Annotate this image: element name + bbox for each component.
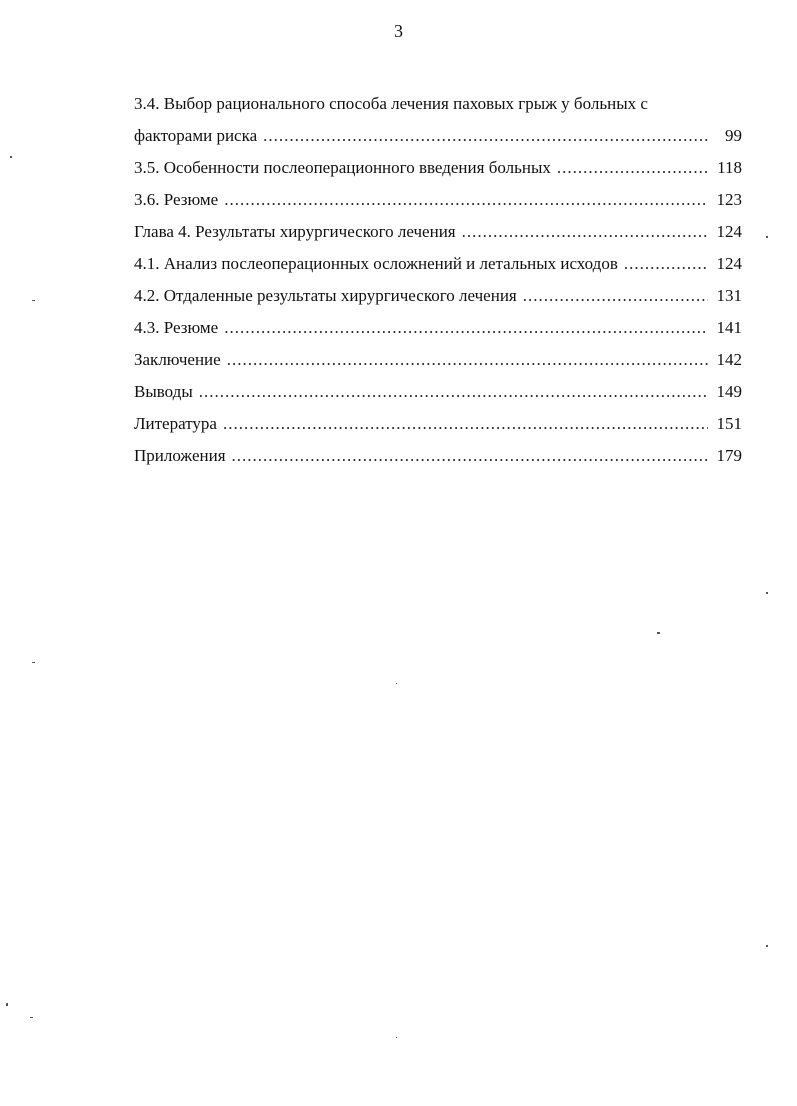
toc-entry-label: факторами риска (134, 126, 258, 145)
toc-entry-4-2 (134, 280, 742, 312)
scan-speck (32, 662, 35, 663)
toc-entry-page: 142 (716, 350, 742, 369)
toc-entry-label: 4.2. Отдаленные результаты хирургического лечения (134, 286, 517, 305)
toc-entry-label: Глава 4. Результаты хирургического лечения (134, 222, 456, 241)
scan-speck (10, 156, 12, 158)
scan-speck (657, 632, 660, 634)
toc-entry-findings (134, 376, 742, 408)
scan-speck (766, 236, 768, 238)
toc-entry-label: Литература (134, 414, 217, 433)
toc-entry-page: 149 (716, 382, 742, 401)
toc-entry-page: 124 (716, 254, 742, 273)
table-of-contents (134, 88, 742, 472)
scan-speck (396, 683, 397, 684)
toc-entry-4-1 (134, 248, 742, 280)
toc-entry-3-4-line1: 3.4. Выбор рационального способа лечения паховых грыж у больных с (134, 94, 648, 113)
scan-speck (396, 1037, 397, 1038)
toc-entry-3-6 (134, 184, 742, 216)
dot-leader (557, 152, 708, 184)
toc-entry-label: 3.5. Особенности послеоперационного введения больных (134, 158, 551, 177)
toc-entry-label: 4.3. Резюме (134, 318, 219, 337)
toc-entry-4-3 (134, 312, 742, 344)
toc-entry-3-4 (134, 120, 742, 152)
scan-speck (766, 592, 768, 594)
toc-entry-page: 131 (716, 286, 742, 305)
toc-entry-label: Заключение (134, 350, 221, 369)
dot-leader (624, 248, 708, 280)
page-number: 3 (394, 21, 403, 41)
toc-entry-page: 123 (716, 190, 742, 209)
toc-entry-label: Приложения (134, 446, 226, 465)
dot-leader (227, 344, 708, 376)
dot-leader (263, 120, 708, 152)
scan-speck (30, 1017, 33, 1018)
toc-entry-3-5 (134, 152, 742, 184)
toc-entry-label: 4.1. Анализ послеоперационных осложнений и летальных исходов (134, 254, 618, 273)
toc-entry-page: 141 (716, 318, 742, 337)
scan-speck (32, 300, 35, 301)
toc-entry-page: 124 (716, 222, 742, 241)
dot-leader (223, 408, 708, 440)
toc-entry-page: 99 (725, 126, 742, 145)
toc-entry-label: Выводы (134, 382, 193, 401)
dot-leader (224, 184, 708, 216)
toc-entry-chapter-4 (134, 216, 742, 248)
toc-entry-conclusion (134, 344, 742, 376)
dot-leader (462, 216, 708, 248)
scan-speck (766, 945, 768, 947)
dot-leader (199, 376, 708, 408)
scan-speck (6, 1003, 8, 1006)
dot-leader (523, 280, 708, 312)
toc-entry-page: 151 (716, 414, 742, 433)
toc-entry-page: 179 (716, 446, 742, 465)
toc-entry-appendices (134, 440, 742, 472)
toc-entry-label: 3.6. Резюме (134, 190, 219, 209)
dot-leader (232, 440, 708, 472)
dot-leader (224, 312, 708, 344)
toc-entry-page: 118 (717, 158, 742, 177)
toc-entry-references (134, 408, 742, 440)
